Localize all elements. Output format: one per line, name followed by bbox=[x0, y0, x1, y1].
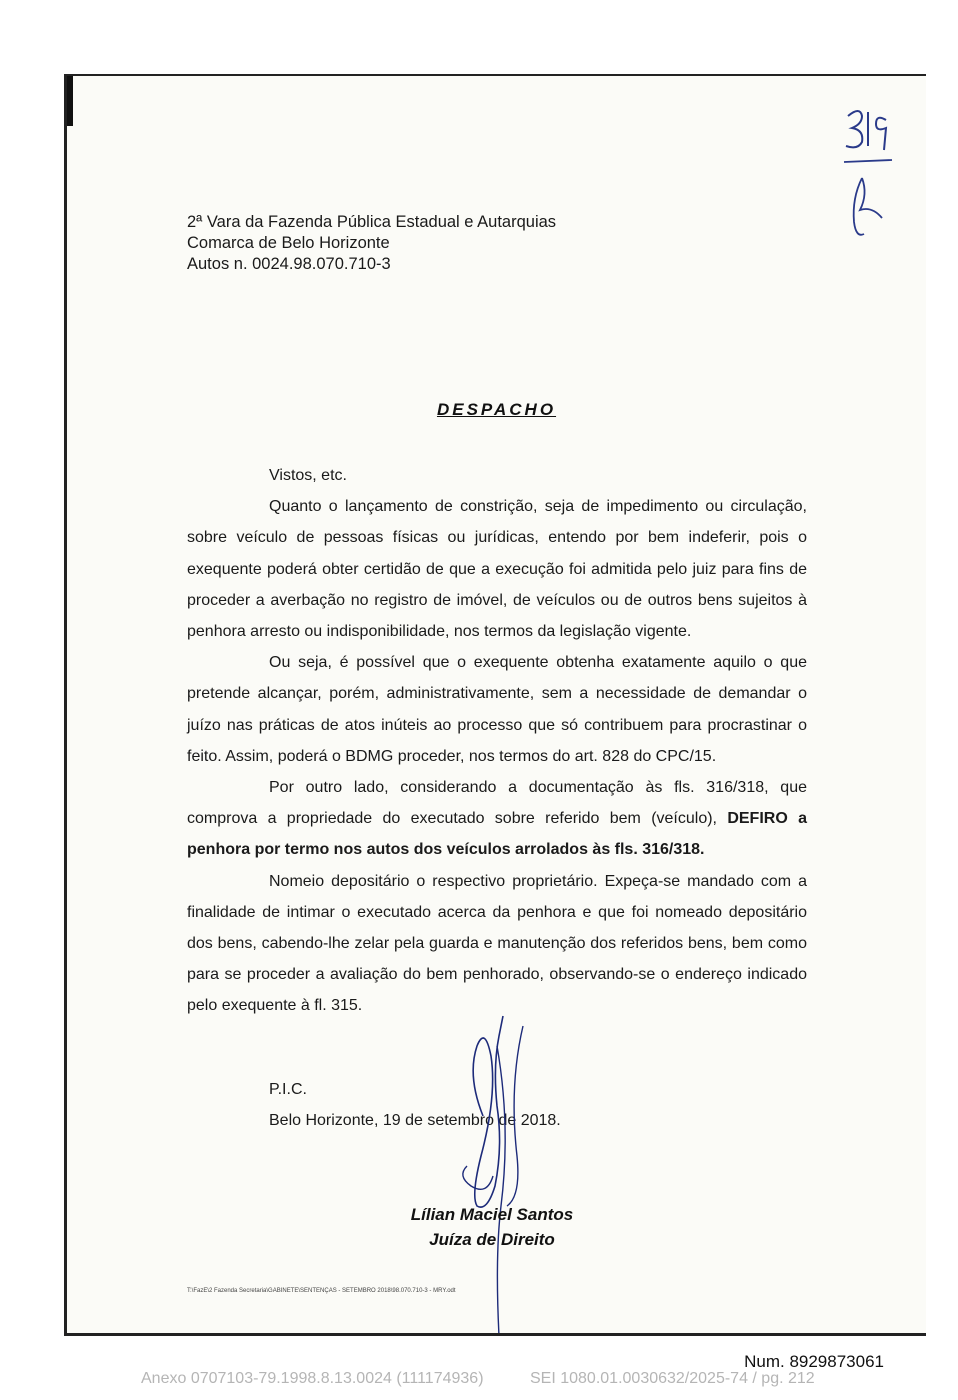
scanned-document-page bbox=[64, 74, 926, 1336]
paragraph-opening: Vistos, etc. bbox=[269, 467, 347, 484]
handwritten-signature bbox=[437, 1006, 557, 1336]
document-title: DESPACHO bbox=[436, 400, 557, 419]
signature-block bbox=[387, 1202, 597, 1252]
court-header bbox=[187, 212, 556, 275]
signer-role: Juíza de Direito bbox=[429, 1230, 555, 1249]
document-body bbox=[187, 460, 807, 1022]
handwritten-folio-mark bbox=[838, 98, 898, 248]
document-number: Num. 8929873061 bbox=[744, 1352, 884, 1371]
scan-edge-mark bbox=[67, 76, 73, 126]
paragraph-administrative: Ou seja, é possível que o exequente obtenha exatamente aquilo o que pretende alcançar, porém, administrativamente, sem a necessidade de demandar o juízo nas práticas de atos inúteis ao processo que só contribuem para procrastinar o feito. Assim, poderá o BDMG proceder, nos termos do art. 828 do CPC/15. bbox=[187, 654, 807, 765]
place-date: Belo Horizonte, 19 de setembro de 2018. bbox=[269, 1112, 561, 1129]
case-number: Autos n. 0024.98.070.710-3 bbox=[187, 255, 391, 273]
paragraph-constriction: Quanto o lançamento de constrição, seja de impedimento ou circulação, sobre veículo de pessoas físicas ou jurídicas, entendo por bem indeferir, pois o exequente poderá obter certidão de que a execução foi admitida pelo juiz para fins de proceder a averbação no registro de imóvel, de veículos ou de outros bens sujeitos à penhora arresto ou indisponibilidade, nos termos da legislação vigente. bbox=[187, 498, 807, 641]
decision-bold-text: DEFIRO a penhora por termo nos autos dos veículos arrolados às fls. 316/318. bbox=[187, 810, 807, 859]
annex-reference: Anexo 0707103-79.1998.8.13.0024 (111174936) bbox=[141, 1370, 484, 1387]
paragraph-depositary: Nomeio depositário o respectivo proprietário. Expeça-se mandado com a finalidade de intimar o executado acerca da penhora e que foi nomeado depositário dos bens, cabendo-lhe zelar pela guarda e manutenção dos referidos bens, bem como para se proceder a avaliação do bem penhorado, observando-se o endereço indicado pelo exequente à fl. 315. bbox=[187, 872, 807, 1015]
court-district: Comarca de Belo Horizonte bbox=[187, 234, 390, 252]
sei-reference: SEI 1080.01.0030632/2025-74 / pg. 212 bbox=[530, 1370, 815, 1387]
pic-mark: P.I.C. bbox=[269, 1081, 307, 1098]
signer-name: Lílian Maciel Santos bbox=[410, 1205, 574, 1224]
decision-text: Por outro lado, considerando a documentação às fls. 316/318, que comprova a propriedade do executado sobre referido bem (veículo), bbox=[187, 779, 807, 828]
court-name: 2ª Vara da Fazenda Pública Estadual e Autarquias bbox=[187, 213, 557, 231]
file-path-footer: T:\FazE\2 Fazenda Secretaria\GABINETE\SENTENÇAS - SETEMBRO 2018\98.070.710-3 - MRY.odt bbox=[187, 1288, 456, 1294]
paragraph-decision bbox=[187, 772, 807, 866]
